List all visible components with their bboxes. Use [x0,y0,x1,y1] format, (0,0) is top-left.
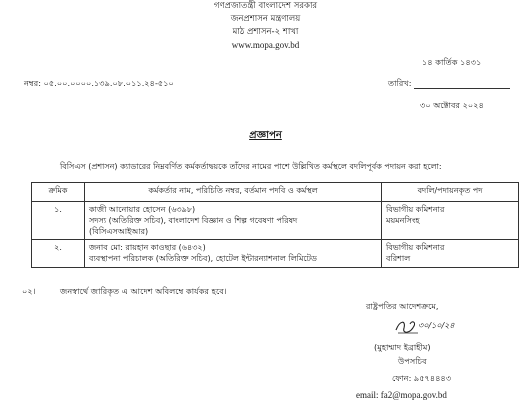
signatory-name: (মুহাম্মাদ ইব্রাহীম) [374,342,431,352]
date-label: তারিখ: [388,78,412,88]
posting-title: বিভাগীয় কমিশনার [386,243,445,252]
header-posting: বদলি/পদায়নকৃত পদ [382,183,519,202]
header-website: www.mopa.gov.bd [231,40,300,50]
header-line-govt: গণপ্রজাতন্ত্রী বাংলাদেশ সরকার [213,1,318,11]
officer-org: (বিসিএসআইআর) [89,227,149,236]
signatory-designation: উপসচিব [398,356,427,366]
row-serial: ২. [32,240,85,268]
table-row [32,240,519,268]
row-officer-details [85,202,382,240]
header-line-ministry: জনপ্রশাসন মন্ত্রণালয় [230,14,301,24]
memo-number: নম্বর: ০৫.০০.০০০০.১৩৯.০৮.০১১.২৪-৫১০ [24,78,174,88]
posting-place: ময়মনসিংহ [386,216,420,225]
signatory-phone: ফোন: ৯৫৭৪৪৪৩ [392,373,452,383]
row-posting [382,240,519,268]
table-row [32,202,519,240]
row-officer-details [85,240,382,268]
officer-name: জনাব মো: রায়হান কাওছার (৬৪৩২) [89,243,206,252]
notification-title: প্রজ্ঞাপন [249,130,282,141]
row-posting [382,202,519,240]
date-bangla: ১৪ কার্তিক ১৪৩১ [422,57,482,67]
signatory-email: email: fa2@mopa.gov.bd [356,390,447,400]
header-serial: ক্রমিক [32,183,85,202]
clause-number: ০২। [22,286,36,296]
posting-title: বিভাগীয় কমিশনার [386,205,445,214]
date-english: ৩০ অক্টোবর ২০২৪ [420,100,484,110]
posting-place: বরিশাল [386,254,411,263]
intro-paragraph: বিসিএস (প্রশাসন) ক্যাডারের নিম্নবর্ণিত কর্মকর্তাদ্বয়কে তাঁদের নামের পাশে উল্লিখিত কর্মস্থলে বদলিপূর্বক পদায়ন করা হলো: [60,162,442,171]
date-divider [414,88,510,89]
officer-position: ব্যবস্থাপনা পরিচালক (অতিরিক্ত সচিব), হোটেল ইন্টারন্যাশনাল লিমিটেড [89,254,317,263]
order-line: রাষ্ট্রপতির আদেশক্রমে, [366,301,439,311]
header-line-section: মাঠ প্রশাসন-২ শাখা [232,27,299,37]
table-header-row [32,183,519,202]
row-serial: ১. [32,202,85,240]
signature-date: ৩০/১০/২৪ [418,321,455,330]
header-officer: কর্মকর্তার নাম, পরিচিতি নম্বর, বর্তমান পদবি ও কর্মস্থল [85,183,382,202]
officer-name: কাজী আনোয়ার হোসেন (৬৩৯৮) [89,205,196,214]
clause-text: জনস্বার্থে জারিকৃত এ আদেশ অবিলম্বে কার্যকর হবে। [60,286,227,296]
transfer-table [31,182,519,268]
officer-position: সদস্য (অতিরিক্ত সচিব), বাংলাদেশ বিজ্ঞান ও শিল্প গবেষণা পরিষদ [89,216,298,225]
